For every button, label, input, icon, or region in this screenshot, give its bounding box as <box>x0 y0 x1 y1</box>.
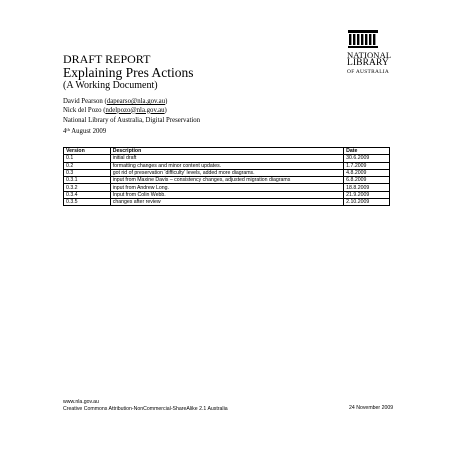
author-line: Nick del Pozo (ndelpozo@nla.gov.au) <box>63 106 167 114</box>
version-cell: 0.3 <box>64 169 111 176</box>
report-type-label: DRAFT REPORT <box>63 52 151 66</box>
date-cell: 21.9.2009 <box>344 191 390 198</box>
description-cell: input from Maxine Davis – consistency changes, adjusted migration diagrams <box>110 177 343 184</box>
logo-line-of-australia: OF AUSTRALIA <box>347 69 390 75</box>
date-cell: 2.10.2009 <box>344 199 390 206</box>
footer-license: Creative Commons Attribution-NonCommercial-ShareAlike 2.1 Australia <box>63 405 228 412</box>
logo-text <box>347 51 409 76</box>
column-header-date: Date <box>344 148 390 155</box>
table-row <box>64 191 390 198</box>
author-name: Nick del Pozo <box>63 106 102 114</box>
author-name: David Pearson <box>63 98 103 105</box>
table-row <box>64 199 390 206</box>
table-row <box>64 155 390 162</box>
column-header-version: Version <box>64 148 111 155</box>
table-row <box>64 162 390 169</box>
description-cell: Input from Colin Webb. <box>110 191 343 198</box>
footer-date: 24 November 2009 <box>349 405 394 411</box>
description-cell: changes after review <box>110 199 343 206</box>
version-cell: 0.3.4 <box>64 191 111 198</box>
date-cell: 18.8.2009 <box>344 184 390 191</box>
table-row <box>64 169 390 176</box>
table-row <box>64 184 390 191</box>
description-cell: got rid of preservation ‘difficulty’ levels, added more diagrams. <box>110 169 343 176</box>
version-cell: 0.3.1 <box>64 177 111 184</box>
library-building-logo-icon <box>348 30 378 48</box>
description-cell: input from Andrew Long. <box>110 184 343 191</box>
nla-logo <box>347 30 409 80</box>
author-email-link[interactable]: ndelpozo@nla.gov.au <box>105 106 165 114</box>
version-history-table <box>63 147 390 206</box>
date-cell: 4.8.2009 <box>344 169 390 176</box>
logo-line-national: NATIONAL <box>347 50 392 60</box>
document-subtitle: (A Working Document) <box>63 80 158 91</box>
table-header-row <box>64 148 390 155</box>
logo-line-library: LIBRARY <box>347 58 389 68</box>
organisation-block <box>63 117 200 136</box>
author-list <box>63 98 167 115</box>
version-cell: 0.1 <box>64 155 111 162</box>
version-cell: 0.3.5 <box>64 199 111 206</box>
author-line: David Pearson (dapearso@nla.gov.au) <box>63 98 168 105</box>
document-date: 4th August 2009 <box>63 126 107 135</box>
date-cell: 30.6.2009 <box>344 155 390 162</box>
version-cell: 0.2 <box>64 162 111 169</box>
date-cell: 6.8.2009 <box>344 177 390 184</box>
column-header-description: Description <box>110 148 343 155</box>
table-row <box>64 177 390 184</box>
description-cell: initial draft <box>110 155 343 162</box>
description-cell: formatting changes and minor content updates. <box>110 162 343 169</box>
document-title: Explaining Pres Actions <box>63 65 194 80</box>
organisation-name: National Library of Australia, Digital Preservation <box>63 117 201 124</box>
page-footer <box>63 399 228 412</box>
date-cell: 1.7.2009 <box>344 162 390 169</box>
version-cell: 0.3.2 <box>64 184 111 191</box>
author-email-link[interactable]: dapearso@nla.gov.au <box>106 98 166 105</box>
footer-website: www.nla.gov.au <box>63 399 99 405</box>
